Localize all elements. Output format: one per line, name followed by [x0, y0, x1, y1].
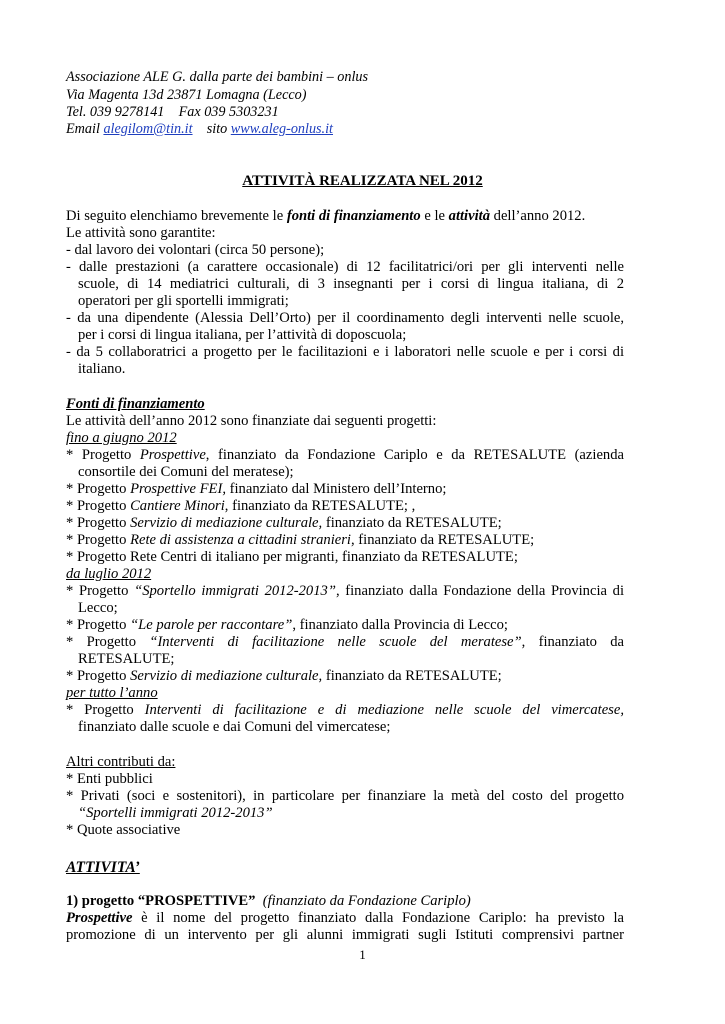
funding-item	[66, 634, 624, 651]
list-item: - dal lavoro dei volontari (circa 50 persone);	[66, 242, 325, 258]
item-project: Prospettive FEI,	[130, 481, 226, 497]
site-link[interactable]: www.aleg-onlus.it	[230, 121, 333, 137]
activity-item-title	[66, 893, 471, 910]
fax-text: Fax 039 5303231	[178, 104, 279, 120]
item-rest: , finanziato da	[521, 634, 624, 650]
funding-item	[66, 498, 415, 515]
item-prefix: * Progetto	[66, 447, 140, 463]
other-contrib-item: * Enti pubblici	[66, 771, 153, 787]
funding-item: * Progetto Rete Centri di italiano per migranti, finanziato da RETESALUTE;	[66, 549, 518, 565]
funding-group-label: fino a giugno 2012	[66, 430, 177, 446]
funding-lead: Le attività dell’anno 2012 sono finanziate dai seguenti progetti:	[66, 413, 437, 429]
intro-emph-funding: fonti di finanziamento	[286, 208, 421, 224]
funding-heading: Fonti di finanziamento	[66, 396, 205, 412]
activity-paragraph: promozione di un intervento per gli alunni immigrati sugli Istituti comprensivi partner	[66, 927, 624, 943]
item-rest: , finanziato dalla Provincia di Lecco;	[292, 617, 508, 633]
email-label: Email	[66, 121, 100, 137]
activity-paragraph	[66, 910, 624, 927]
funding-item	[66, 447, 624, 464]
item-prefix: * Progetto	[66, 617, 131, 633]
intro-text-e: dell’anno 2012.	[490, 208, 586, 224]
item-prefix: * Progetto	[66, 498, 131, 514]
other-contrib-cont: “Sportelli immigrati 2012-2013”	[78, 805, 273, 821]
other-contrib-label: Altri contributi da:	[66, 754, 176, 770]
item-project: Prospettive	[139, 447, 206, 463]
org-phone	[66, 104, 279, 121]
funding-item	[66, 702, 624, 719]
email-link[interactable]: alegilom@tin.it	[103, 121, 193, 137]
item-project: “Interventi di facilitazione nelle scuole del meratese”	[149, 634, 522, 650]
item-prefix: * Progetto	[66, 634, 150, 650]
item-prefix: * Progetto	[66, 702, 145, 718]
item-rest: finanziato da RETESALUTE;	[322, 668, 502, 684]
list-item-cont: scuole, di 14 mediatrici culturali, di 3 insegnanti per i corsi di lingua italiana, di 2	[78, 276, 624, 292]
list-item: - dalle prestazioni (a carattere occasionale) di 12 facilitatrici/ori per gli interventi nelle	[66, 259, 624, 275]
activity-project-note: (finanziato da Fondazione Cariplo)	[262, 893, 471, 909]
funding-item-cont: Lecco;	[78, 600, 118, 616]
item-project: Rete di assistenza a cittadini stranieri	[130, 532, 351, 548]
intro-emph-activity: attività	[448, 208, 490, 224]
list-item: - da una dipendente (Alessia Dell’Orto) per il coordinamento degli interventi nelle scuole,	[66, 310, 624, 326]
item-project: “Sportello immigrati 2012-2013”	[134, 583, 336, 599]
item-prefix: * Progetto	[66, 668, 131, 684]
funding-item	[66, 668, 502, 685]
item-project: Servizio di mediazione culturale,	[130, 515, 323, 531]
intro-line	[66, 208, 585, 225]
item-rest: finanziato dal Ministero dell’Interno;	[225, 481, 447, 497]
funding-item	[66, 515, 502, 532]
funding-item-cont: RETESALUTE;	[78, 651, 175, 667]
other-contrib-item: * Privati (soci e sostenitori), in particolare per finanziare la metà del costo del progetto	[66, 788, 624, 804]
org-address: Via Magenta 13d 23871 Lomagna (Lecco)	[66, 87, 307, 103]
item-prefix: * Progetto	[66, 583, 135, 599]
activity-project-name: 1) progetto “PROSPETTIVE”	[66, 893, 256, 909]
activities-heading: ATTIVITA’	[66, 859, 140, 876]
org-contacts	[66, 121, 333, 138]
intro-text-a: Di seguito elenchiamo brevemente le	[66, 208, 287, 224]
list-item: - da 5 collaboratrici a progetto per le facilitazioni e i laboratori nelle scuole e per i corsi di	[66, 344, 624, 360]
item-rest: finanziato da RETESALUTE;	[322, 515, 502, 531]
item-rest: , finanziato da RETESALUTE; ,	[224, 498, 416, 514]
item-prefix: * Progetto	[66, 532, 131, 548]
page-title: ATTIVITÀ REALIZZATA NEL 2012	[242, 173, 483, 189]
funding-group-label: per tutto l’anno	[66, 685, 158, 701]
intro-text-c: e le	[420, 208, 449, 224]
site-label: sito	[206, 121, 228, 137]
item-rest: , finanziato dalla Fondazione della Provincia di	[335, 583, 624, 599]
intro-guarantee: Le attività sono garantite:	[66, 225, 216, 241]
funding-item-cont: finanziato dalle scuole e dai Comuni del vimercatese;	[78, 719, 391, 735]
item-rest: , finanziato da RETESALUTE;	[351, 532, 535, 548]
list-item-cont: operatori per gli sportelli immigrati;	[78, 293, 289, 309]
item-project: Cantiere Minori	[130, 498, 225, 514]
item-prefix: * Progetto	[66, 515, 131, 531]
org-name: Associazione ALE G. dalla parte dei bambini – onlus	[66, 69, 369, 85]
item-project: Servizio di mediazione culturale,	[130, 668, 323, 684]
activity-project-emph: Prospettive	[66, 910, 133, 926]
funding-item	[66, 481, 446, 498]
tel-text: Tel. 039 9278141	[66, 104, 165, 120]
funding-item	[66, 583, 624, 600]
funding-item	[66, 617, 508, 634]
page-number: 1	[359, 947, 366, 962]
other-contrib-item: * Quote associative	[66, 822, 181, 838]
list-item-cont: italiano.	[78, 361, 126, 377]
list-item-cont: per i corsi di lingua italiana, per l’attività di doposcuola;	[78, 327, 407, 343]
item-project: “Le parole per raccontare”	[130, 617, 293, 633]
item-project: Interventi di facilitazione e di mediazione nelle scuole del vimercatese,	[144, 702, 624, 718]
item-rest: , finanziato da Fondazione Cariplo e da RETESALUTE (azienda	[205, 447, 624, 463]
funding-group-label: da luglio 2012	[66, 566, 152, 582]
item-prefix: * Progetto	[66, 481, 131, 497]
funding-item	[66, 532, 534, 549]
funding-item-cont: consortile dei Comuni del meratese);	[78, 464, 294, 480]
activity-text: è il nome del progetto finanziato dalla Fondazione Cariplo: ha previsto la	[132, 910, 624, 926]
